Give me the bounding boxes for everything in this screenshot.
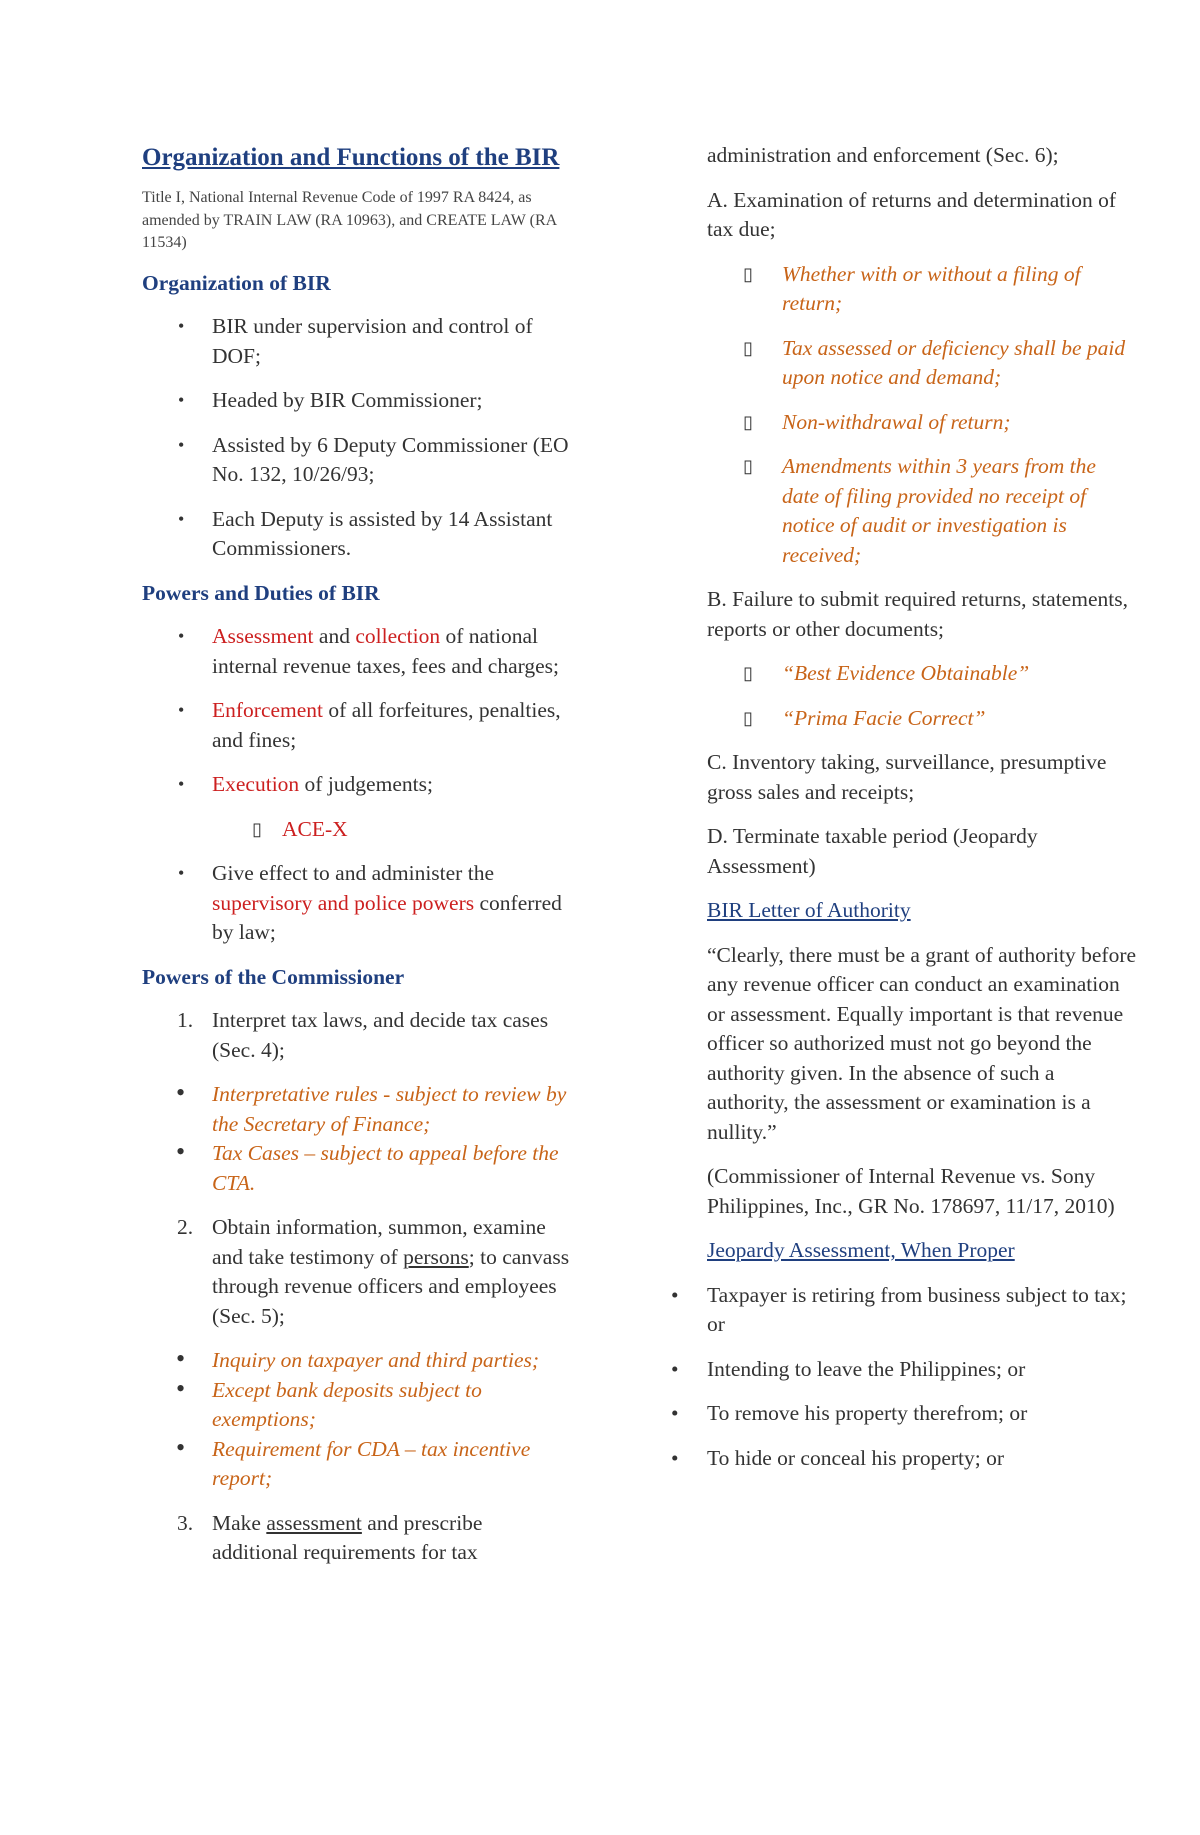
list-item: ▯ Non-withdrawal of return; [707, 408, 1137, 438]
bullet-icon: • [178, 626, 185, 646]
bullet-icon: • [671, 1282, 679, 1307]
list-item: • Requirement for CDA – tax incentive report; [176, 1432, 531, 1490]
square-bullet-icon: ▯ [743, 263, 753, 284]
powers-duties-heading: Powers and Duties of BIR [142, 580, 380, 605]
item-a: A. Examination of returns and determination of tax due; [707, 187, 1116, 241]
item-b: B. Failure to submit required returns, statements, reports or other documents; [707, 587, 1128, 641]
bullet-icon: • [176, 1344, 186, 1373]
continued-text: administration and enforcement (Sec. 6); [707, 143, 1059, 167]
list-item: • Tax Cases – subject to appeal before the CTA. [176, 1137, 559, 1195]
list-item: • Headed by BIR Commissioner; [142, 386, 572, 416]
bullet-icon: • [178, 434, 185, 455]
bullet-icon: • [178, 390, 185, 410]
square-bullet-icon: ▯ [743, 337, 753, 358]
list-item: ▯ “Prima Facie Correct” [707, 704, 1137, 734]
list-item: ▯ Tax assessed or deficiency shall be paid upon notice and demand; [743, 335, 1126, 389]
jeopardy-heading: Jeopardy Assessment, When Proper [707, 1238, 1015, 1262]
list-item: • Assisted by 6 Deputy Commissioner (EO No. 132, 10/26/93; [178, 432, 569, 486]
list-item: ▯ Whether with or without a filing of return; [743, 261, 1081, 315]
bullet-icon: • [671, 1401, 679, 1425]
list-item: • Intending to leave the Philippines; or [707, 1355, 1137, 1385]
list-item: ▯ ACE-X [142, 815, 572, 845]
list-item: • Enforcement of all forfeitures, penalties, and fines; [178, 698, 561, 752]
item-c: C. Inventory taking, surveillance, presumptive gross sales and receipts; [707, 750, 1107, 804]
bullet-icon: • [671, 1445, 679, 1470]
bullet-icon: • [176, 1078, 186, 1107]
list-item: • Taxpayer is retiring from business subject to tax; or [671, 1282, 1127, 1336]
bullet-icon: • [176, 1373, 186, 1403]
list-item: 3. Make assessment and prescribe additional requirements for tax [177, 1510, 483, 1564]
square-bullet-icon: ▯ [743, 707, 753, 728]
list-item: 2. Obtain information, summon, examine and take testimony of persons; to canvass through revenue officers and employees (Sec. 5); [177, 1215, 570, 1328]
list-item: • To hide or conceal his property; or [707, 1444, 1137, 1474]
list-item: • Interpretative rules - subject to review by the Secretary of Finance; [176, 1078, 567, 1136]
right-column [671, 141, 1137, 1488]
commissioner-powers-list [142, 1006, 572, 1568]
item-b-list [707, 659, 1137, 733]
list-item: • Inquiry on taxpayer and third parties; [176, 1344, 540, 1373]
square-bullet-icon: ▯ [743, 411, 753, 432]
bullet-icon: • [178, 700, 185, 720]
list-item: ▯ “Best Evidence Obtainable” [707, 659, 1137, 689]
powers-list [142, 622, 572, 948]
bullet-icon: • [178, 774, 185, 794]
square-bullet-icon: ▯ [743, 456, 753, 476]
bullet-icon: • [176, 1137, 186, 1166]
quote: “Clearly, there must be a grant of authority before any revenue officer can conduct an examination or assessment. Equally important is that revenue officer so authorized must not go beyond the authority given. In the absence of such a authority, the assessment or examination is a nullity.” [707, 942, 1137, 1144]
item-a-list [707, 260, 1137, 571]
organization-heading: Organization of BIR [142, 270, 331, 295]
left-column [142, 140, 572, 1583]
bullet-icon: • [178, 508, 185, 529]
letter-of-authority-heading: BIR Letter of Authority [707, 898, 911, 922]
document-subtitle: Title I, National Internal Revenue Code of 1997 RA 8424, as amended by TRAIN LAW (RA 10963), and CREATE LAW (RA 11534) [142, 189, 557, 251]
list-item: • Except bank deposits subject to exemptions; [176, 1373, 482, 1431]
square-bullet-icon: ▯ [252, 818, 262, 839]
organization-list [142, 312, 572, 564]
page-title: Organization and Functions of the BIR [142, 144, 560, 171]
square-bullet-icon: ▯ [743, 663, 753, 683]
jeopardy-list [671, 1281, 1137, 1474]
item-d: D. Terminate taxable period (Jeopardy Assessment) [707, 824, 1038, 878]
list-item: • Each Deputy is assisted by 14 Assistant Commissioners. [178, 506, 553, 560]
bullet-icon: • [178, 863, 185, 883]
list-item: • Execution of judgements; [142, 770, 572, 800]
citation: (Commissioner of Internal Revenue vs. Sony Philippines, Inc., GR No. 178697, 11/17, 2010) [707, 1164, 1115, 1218]
list-item: • BIR under supervision and control of DOF; [178, 314, 533, 368]
bullet-icon: • [176, 1432, 186, 1462]
list-item: 1. Interpret tax laws, and decide tax cases (Sec. 4); [177, 1008, 549, 1062]
commissioner-powers-heading: Powers of the Commissioner [142, 964, 405, 989]
list-item: • To remove his property therefrom; or [707, 1399, 1137, 1429]
bullet-icon: • [178, 316, 185, 336]
list-item: • Assessment and collection of national internal revenue taxes, fees and charges; [178, 624, 560, 678]
bullet-icon: • [671, 1356, 679, 1381]
list-item: • Give effect to and administer the supervisory and police powers conferred by law; [178, 861, 562, 944]
list-item: ▯ Amendments within 3 years from the date of filing provided no receipt of notice of audit or investigation is received; [743, 454, 1096, 567]
